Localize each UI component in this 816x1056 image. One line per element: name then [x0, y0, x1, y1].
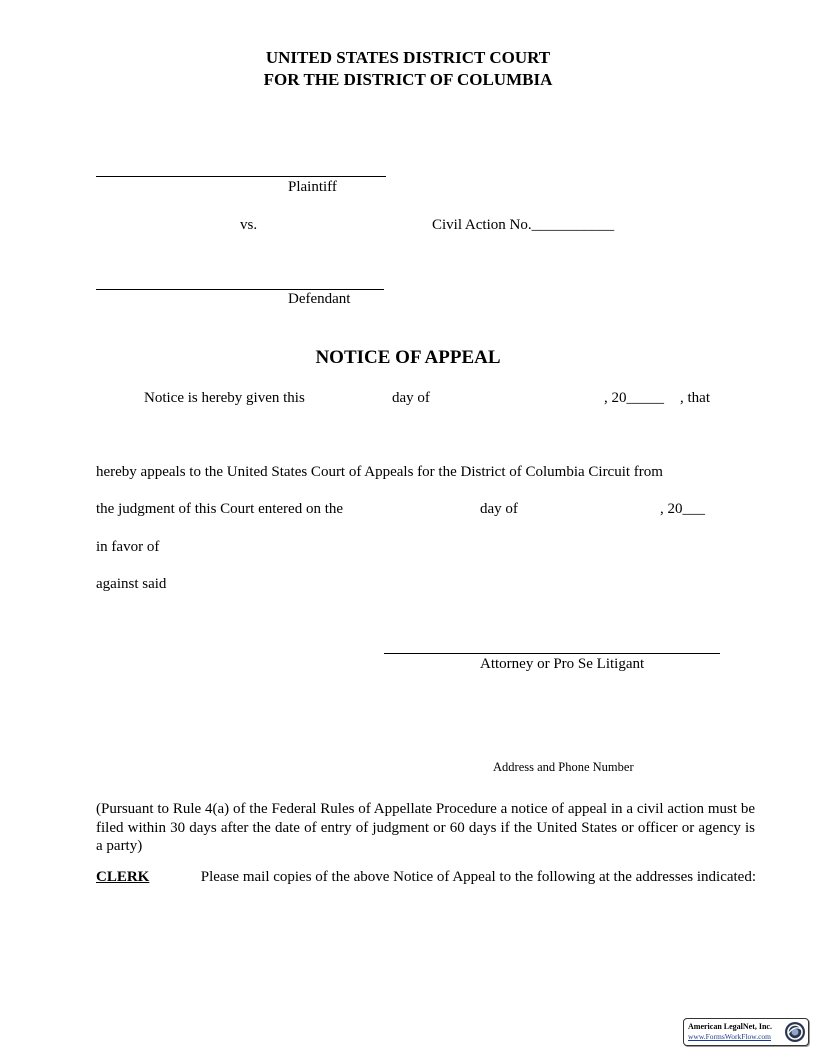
day-of-label-1: day of — [392, 390, 430, 406]
plaintiff-name-line[interactable] — [96, 176, 386, 177]
court-name-line2: FOR THE DISTRICT OF COLUMBIA — [263, 70, 553, 89]
against-said-text: against said — [96, 576, 167, 592]
attorney-label: Attorney or Pro Se Litigant — [480, 656, 645, 672]
clerk-label: CLERK — [96, 869, 150, 885]
that-text: , that — [680, 390, 710, 406]
vs-label: vs. — [240, 217, 258, 233]
day-of-label-2: day of — [480, 501, 518, 517]
clerk-instruction — [96, 869, 756, 886]
notice-given-text: Notice is hereby given this — [144, 390, 305, 406]
in-favor-of-text: in favor of — [96, 539, 160, 555]
year-field-1[interactable]: , 20_____ — [604, 390, 664, 406]
plaintiff-label: Plaintiff — [288, 179, 337, 195]
civil-action-label: Civil Action No. — [432, 217, 532, 233]
address-phone-label: Address and Phone Number — [493, 760, 634, 774]
year-field-2[interactable]: , 20___ — [660, 501, 705, 517]
logo-url[interactable]: www.FormsWorkFlow.com — [688, 1032, 772, 1041]
civil-action-blank[interactable]: ___________ — [531, 217, 615, 233]
appeals-text: hereby appeals to the United States Court of Appeals for the District of Columbia Circuit from — [96, 464, 663, 480]
defendant-label: Defendant — [288, 291, 351, 307]
court-name-line1: UNITED STATES DISTRICT COURT — [265, 48, 551, 67]
logo-company-name: American LegalNet, Inc. — [688, 1022, 772, 1031]
defendant-name-line[interactable] — [96, 289, 384, 290]
rule-note: (Pursuant to Rule 4(a) of the Federal Rules of Appellate Procedure a notice of appeal in a civil action must be filed within 30 days after the date of entry of judgment or 60 days if the United States or officer or agency is a party) — [96, 801, 755, 854]
footer-logo[interactable] — [683, 1018, 809, 1046]
civil-action-number — [432, 217, 614, 234]
signature-line[interactable] — [384, 653, 720, 654]
judgment-text: the judgment of this Court entered on the — [96, 501, 344, 517]
globe-emblem-icon — [784, 1021, 806, 1043]
clerk-text: Please mail copies of the above Notice of Appeal to the following at the addresses indicated: — [200, 869, 756, 885]
document-title: NOTICE OF APPEAL — [315, 347, 501, 368]
